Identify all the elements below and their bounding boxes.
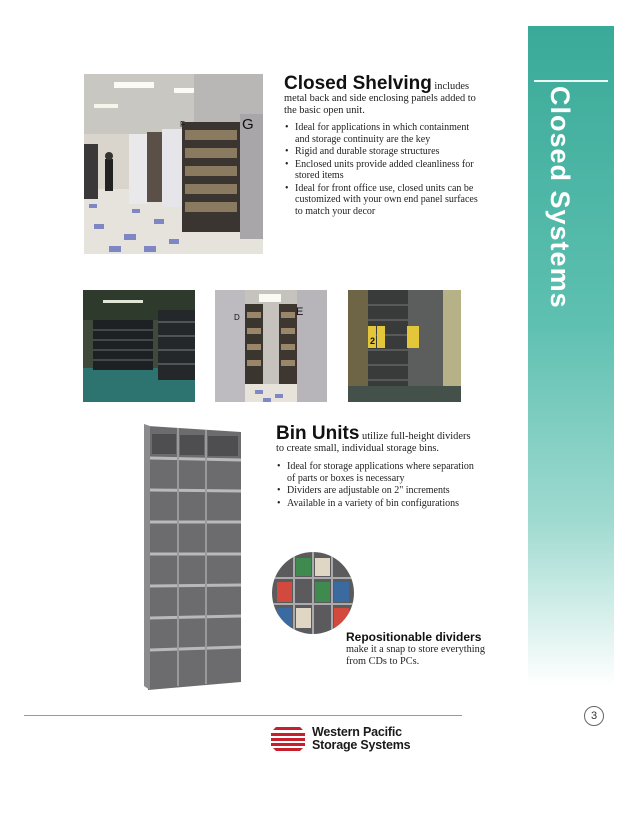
side-band-title: Closed Systems xyxy=(545,86,575,309)
bin-unit-photo xyxy=(144,424,245,691)
logo-line-1: Western Pacific xyxy=(312,725,402,739)
bullet-item: • Ideal for front office use, closed units can be customized with your own end panel surfaces to match your decor xyxy=(284,183,480,218)
aisle-shelving-photo xyxy=(215,290,327,402)
bullet-item: • Ideal for storage applications where separation of parts or boxes is necessary xyxy=(276,461,476,484)
closed-shelving-lead: includes metal back and side enclosing panels added to the basic open unit. xyxy=(284,81,476,116)
company-logo-icon xyxy=(270,726,306,752)
page-number: 3 xyxy=(584,706,604,726)
footer-rule xyxy=(24,715,462,716)
bin-units-block xyxy=(276,423,476,510)
bin-units-bullets xyxy=(276,461,476,509)
dividers-photo xyxy=(272,552,354,634)
bin-units-heading: Bin Units xyxy=(276,423,360,444)
closed-shelving-bullets xyxy=(284,122,480,217)
photo-label-bin: 2 xyxy=(370,336,376,346)
photo-label-d: D xyxy=(234,313,240,322)
bullet-item: • Ideal for applications in which containment and storage continuity are the key xyxy=(284,122,480,145)
photo-label-f: F xyxy=(180,120,185,129)
closed-shelving-intro xyxy=(284,73,480,117)
dividers-caption-text: make it a snap to store everything from CDs to PCs. xyxy=(346,644,485,667)
photo-label-e: E xyxy=(296,306,304,318)
bullet-item: • Available in a variety of bin configurations xyxy=(276,498,476,510)
dividers-caption-title: Repositionable dividers xyxy=(346,630,482,644)
bin-aisle-photo xyxy=(348,290,461,402)
bullet-item: • Dividers are adjustable on 2" increments xyxy=(276,485,476,497)
bullet-item: • Rigid and durable storage structures xyxy=(284,146,480,158)
closed-shelving-heading: Closed Shelving xyxy=(284,73,432,94)
dividers-caption xyxy=(346,630,486,668)
company-logo-text xyxy=(312,726,410,752)
closed-shelving-photo xyxy=(84,74,263,254)
photo-label-g: G xyxy=(242,116,254,133)
closed-shelving-block xyxy=(284,73,480,218)
warehouse-shelving-photo xyxy=(83,290,195,402)
bin-units-lead: utilize full-height dividers to create small, individual storage bins. xyxy=(276,431,471,454)
logo-line-2: Storage Systems xyxy=(312,738,411,752)
bin-units-intro xyxy=(276,423,476,455)
bullet-item: • Enclosed units provide added cleanliness for stored items xyxy=(284,159,480,182)
band-divider xyxy=(534,80,608,82)
